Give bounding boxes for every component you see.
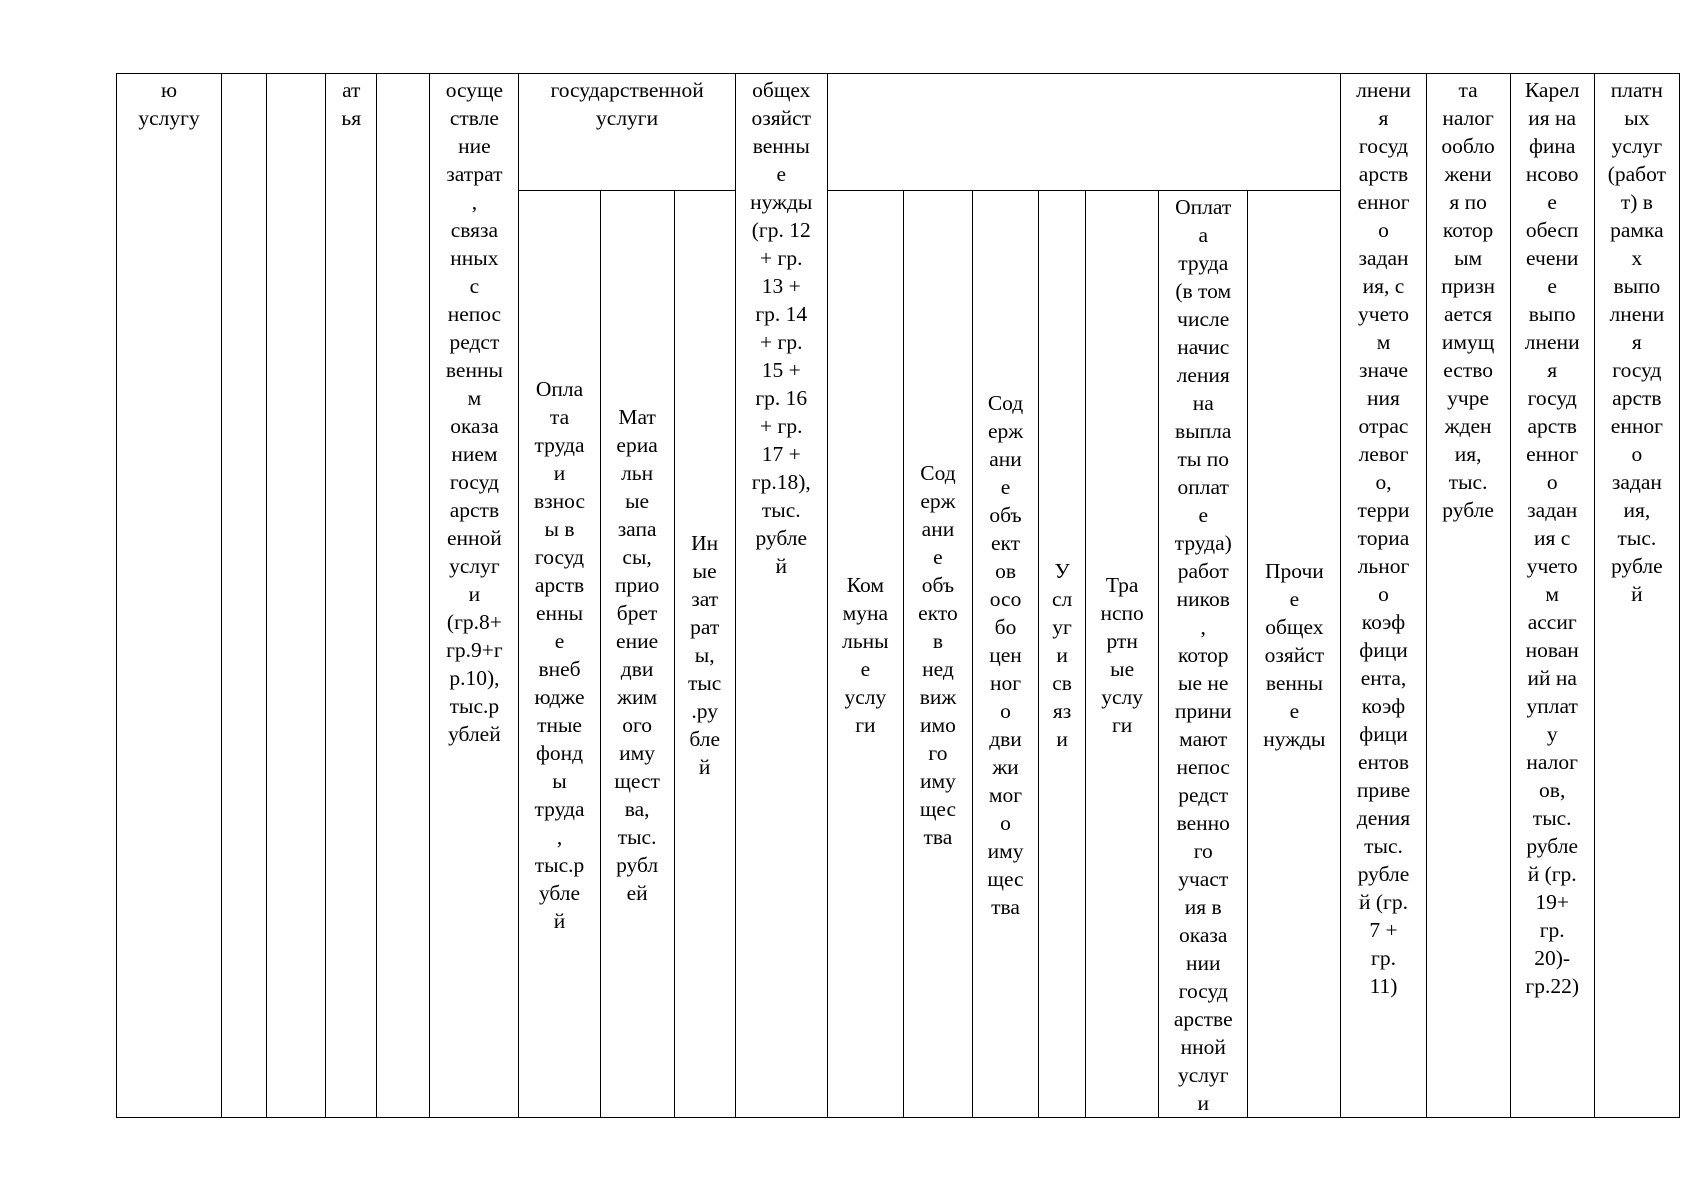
header-cell-other-costs	[674, 191, 735, 1118]
header-cell-utilities	[827, 191, 903, 1118]
header-text-other-costs: Ин ые зат рат ы, тыс .ру бле й	[687, 531, 722, 779]
header-text-communication: У сл уг и св яз и	[1051, 559, 1073, 751]
header-cell-article	[326, 74, 377, 1118]
header-cell-direct-costs	[430, 74, 519, 1118]
header-text-execution-cost: лнени я госуд арств енног о задан ия, с учето м значе ния отрас левог о, терри ториа льног о коэф фици ента, коэф фици ентов приве дения тыс. рубле й (гр. 7 + гр. 11)	[1356, 78, 1411, 998]
header-text-karelia-funding: Карел ия на фина нсово е обесп ечени е выпо лнени я госуд арств енног о задан ия с учето м ассиг нован ий на уплат у налог ов, тыс. рубле й (гр. 19+ гр. 20)- гр.22)	[1524, 78, 1580, 998]
header-text-real-estate: Сод ерж ани е объ екто в нед виж имо го иму щес тва	[918, 461, 958, 849]
header-cell-paid-services	[1594, 74, 1679, 1118]
header-cell-labor-payment	[519, 191, 600, 1118]
header-text-other-general: Прочи е общех озяйст венны е нужды	[1263, 559, 1326, 751]
header-cell-service	[117, 74, 222, 1118]
header-text-article: ат ья	[341, 78, 362, 130]
header-text-taxation: та налог ообло жени я по котор ым призн ается имущ ество учре жден ия, тыс. рубле	[1441, 78, 1495, 522]
header-cell-execution-cost	[1341, 74, 1426, 1118]
header-text-indirect-labor: Оплат а труда (в том числе начис ления на выпла ты по оплат е труда) работ ников , котор ые не прини мают непос редст венно го участ ия в оказа нии госуд арстве нной услуг и	[1173, 195, 1233, 1115]
header-cell-material-reserves	[600, 191, 674, 1118]
budget-header-table	[116, 73, 1680, 1118]
header-cell-general-needs	[735, 74, 827, 1118]
header-text-paid-services: платн ых услуг (работ т) в рамка х выпо лнени я госуд арств енног о задан ия, тыс. рубле й	[1607, 78, 1666, 606]
header-cell-taxation	[1426, 74, 1510, 1118]
header-text-group-state-service: государственной услуги	[550, 78, 704, 130]
header-cell-group-state-service	[519, 74, 735, 191]
header-cell-empty-3	[267, 74, 326, 1118]
header-cell-group-general	[827, 74, 1341, 191]
header-text-material-reserves: Мат ериа льн ые запа сы, прио брет ение дви жим ого иму щест ва, тыс. рубл ей	[614, 405, 660, 905]
header-text-service: ю услугу	[138, 78, 200, 130]
header-text-labor-payment: Опла та труда и взнос ы в госуд арств енны е внеб юдже тные фонд ы труда , тыс.р убле й	[534, 377, 585, 933]
header-text-transport: Тра нспо ртн ые услу ги	[1100, 573, 1144, 737]
header-cell-empty-5	[377, 74, 430, 1118]
header-text-general-needs: общех озяйст венны е нужды (гр. 12 + гр. 13 + гр. 14 + гр. 15 + гр. 16 + гр. 17 + гр.18), тыс. рубле й	[750, 78, 813, 578]
header-cell-karelia-funding	[1510, 74, 1594, 1118]
header-cell-real-estate	[903, 191, 972, 1118]
header-cell-transport	[1086, 191, 1159, 1118]
header-cell-other-general	[1248, 191, 1341, 1118]
header-cell-indirect-labor	[1159, 191, 1248, 1118]
header-cell-valuable-property	[972, 191, 1038, 1118]
header-text-valuable-property: Сод ерж ани е объ ект ов осо бо цен ног о дви жи мог о иму щес тва	[987, 391, 1024, 919]
header-text-direct-costs: осуще ствле ние затрат , связа нных с непос редст венны м оказа нием госуд арств енной услуг и (гр.8+ гр.9+г р.10), тыс.р ублей	[445, 78, 504, 746]
header-cell-empty-2	[222, 74, 267, 1118]
header-text-utilities: Ком муна льны е услу ги	[842, 573, 889, 737]
header-cell-communication	[1039, 191, 1086, 1118]
